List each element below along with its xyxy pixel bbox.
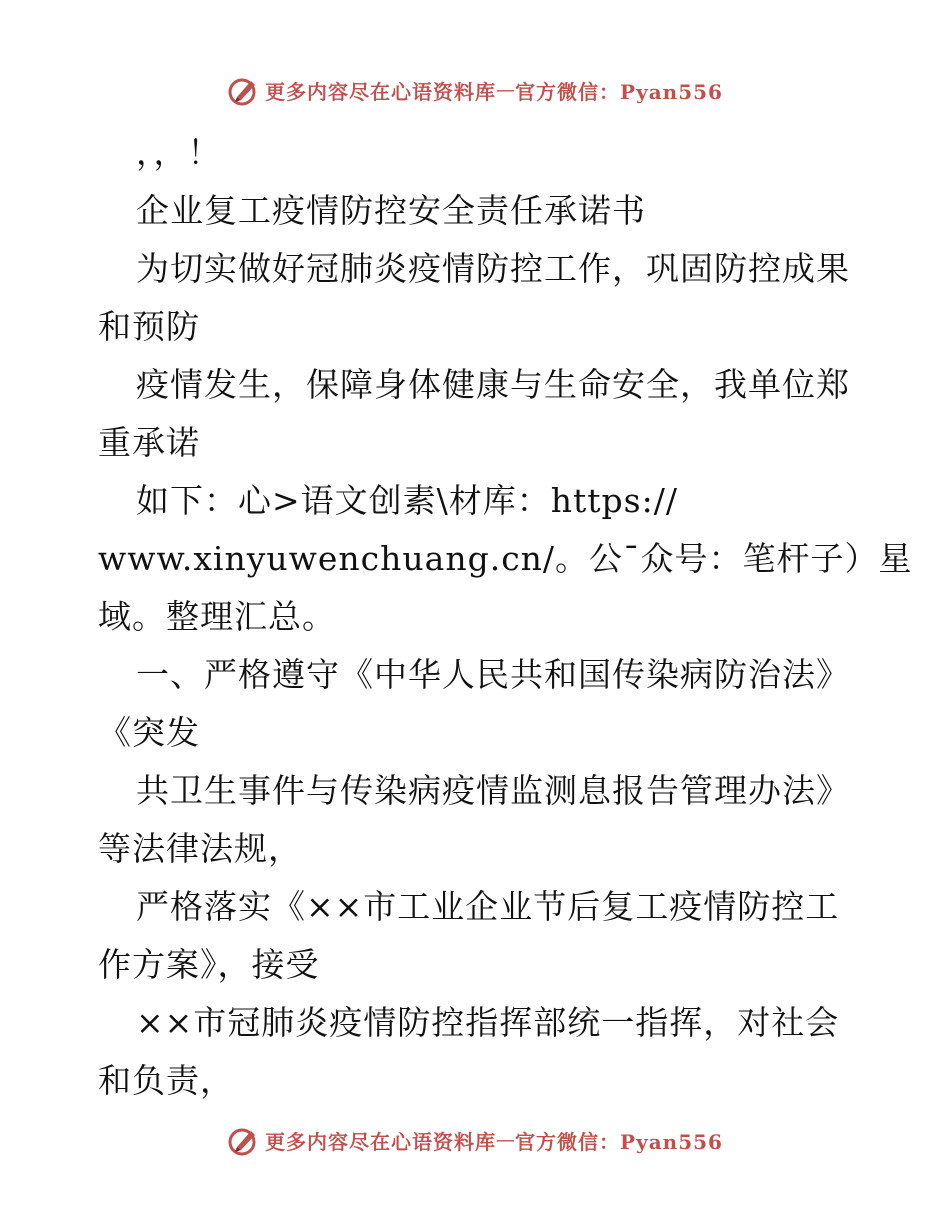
footer-text: 更多内容尽在心语资料库: [265, 1129, 497, 1154]
doc-line: 重承诺: [98, 423, 200, 462]
doc-line: 为切实做好冠肺炎疫情防控工作，巩固防控成果: [136, 249, 850, 288]
doc-line: 严格落实《××市工业企业节后复工疫情防控工: [136, 887, 840, 926]
doc-line: 一、严格遵守《中华人民共和国传染病防治法》: [136, 655, 850, 694]
doc-line: ××市冠肺炎疫情防控指挥部统一指挥，对社会: [136, 1003, 840, 1042]
doc-line: 共卫生事件与传染病疫情监测息报告管理办法》: [136, 771, 850, 810]
doc-line: 疫情发生，保障身体健康与生命安全，我单位郑: [136, 365, 850, 404]
doc-title: 企业复工疫情防控安全责任承诺书: [136, 191, 646, 230]
footer-banner: [0, 1120, 950, 1160]
doc-line: 《突发: [98, 713, 200, 752]
header-text: 更多内容尽在心语资料库: [265, 79, 497, 104]
doc-line: 域。整理汇总。: [98, 597, 336, 636]
header-separator: —: [496, 79, 516, 101]
header-banner: [0, 70, 950, 110]
doc-line: 和负责，: [98, 1061, 234, 1100]
doc-line: 和预防: [98, 307, 200, 346]
document-body: [98, 124, 913, 1110]
footer-wechat: 官方微信：Pyan556: [515, 1129, 723, 1154]
doc-line: ，，！: [136, 133, 222, 172]
doc-line: 等法律法规，: [98, 829, 302, 868]
doc-line: 作方案》，接受: [98, 945, 320, 984]
pen-logo-icon: [227, 73, 261, 107]
pen-logo-icon: [227, 1123, 261, 1157]
footer-separator: —: [496, 1129, 516, 1151]
doc-line: 如下：心>语文创素\材库：https://: [136, 481, 678, 520]
doc-line-url: www.xinyuwenchuang.cn/。公¯众号：笔杆子）星: [98, 539, 913, 578]
header-wechat: 官方微信：Pyan556: [515, 79, 723, 104]
